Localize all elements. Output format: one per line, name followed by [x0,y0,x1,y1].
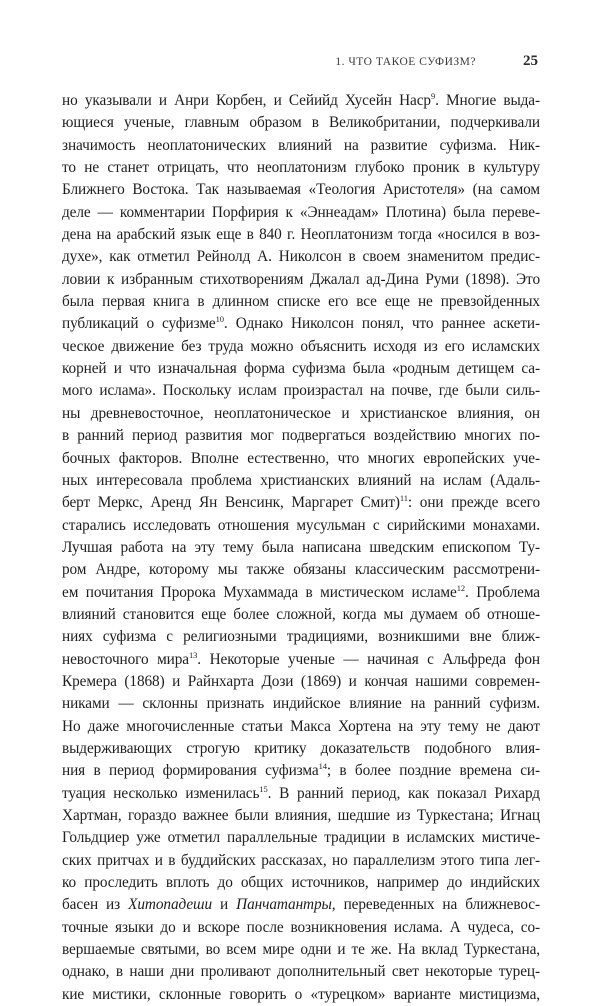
text-line: берт Меркс, Аренд Ян Венсинк, Маргарет Смит)$^{11}$: они прежде всего [62,493,540,512]
text-line: вершаемые святыми, во всем мире одни и те же. На вклад Туркестана, [62,941,540,959]
text-line: ловии к избранным стихотворениям Джалал ад-Дина Руми (1898). Это [62,270,540,288]
text-line: туация несколько изменилась$^{15}$. В ранний период, как показал Рихард [62,783,540,802]
text-line: выдерживающих строгую критику доказательств подобного влия- [62,739,540,757]
text-line: ниях суфизма с религиозными традициями, возникшими вне ближ- [62,628,540,646]
text-line: мого ислама». Поскольку ислам произрастал на почве, где были силь- [62,382,540,400]
text-line: невосточного мира$^{13}$. Некоторые ученые — начиная с Альфреда фон [62,649,540,668]
footnote-ref: 11 [399,493,408,504]
footnote-ref: 9 [430,91,436,101]
text-line: влияний становится еще более сложной, когда мы думаем об отноше- [62,605,540,623]
text-line: кие мистики, склонные говорить о «турецком» варианте мистицизма, [62,985,540,1003]
text-line: однако, в наши дни проливают дополнительный свет некоторые турец- [62,963,540,981]
text-line: духе», как отметил Рейнолд А. Николсон в своем знаменитом предис- [62,248,540,266]
text-line: точные языки до и вскоре после возникновения ислама. А чудеса, со- [62,918,540,936]
text-line: ны древневосточное, неоплатоническое и христианское влияния, он [62,404,540,422]
footnote-ref: 15 [259,783,268,794]
text-line: Лучшая работа на эту тему была написана шведским епископом Ту- [62,538,540,556]
text-line: ских притчах и в буддийских рассказах, но параллелизм этого типа лег- [62,851,540,869]
italic-title: Панчатантры, [236,896,336,914]
text-line: бочных факторов. Вполне естественно, что многих европейских уче- [62,449,540,467]
text-line: ром Андре, которому мы также обязаны классическим рассмотрени- [62,561,540,579]
footnote-ref: 12 [456,582,466,593]
running-head [62,53,538,75]
text-line: ко проследить вплоть до общих источников, например до индийских [62,874,540,892]
footnote-ref: 13 [188,649,198,660]
text-line: деле — комментарии Порфирия к «Эннеадам» Плотина) была переве- [62,203,540,221]
text-line: то не станет отрицать, что неоплатонизм глубоко проник в культуру [62,159,540,177]
chapter-title: 1. ЧТО ТАКОЕ СУФИЗМ? [335,56,476,68]
footnote-ref: 14 [318,761,327,772]
text-line: дена на арабский язык еще в 840 г. Неоплатонизм тогда «носился в воз- [62,226,540,244]
text-line: Кремера (1868) и Райнхарта Дози (1869) и кончая нашими современ- [62,672,540,690]
page-number: 25 [523,53,538,69]
text-line: басен из Хитопадеши и Панчатантры, переведенных на ближневос- [62,896,540,914]
italic-title: Хитопадеши [128,896,213,914]
text-line: ющиеся ученые, главным образом в Великобритании, подчеркивали [62,114,540,132]
text-line: ческое движение без труда можно объяснить исходя из его исламских [62,337,540,355]
footnote-ref: 10 [215,314,224,325]
text-line: публикаций о суфизме$^{10}$. Однако Николсон понял, что раннее аскети- [62,314,540,333]
text-line: старались исследовать отношения мусульман с сирийскими монахами. [62,516,540,534]
text-line: но указывали и Анри Корбен, и Сейийд Хусейн Наср$^9$. Многие выда- [62,91,540,109]
text-line: ем почитания Пророка Мухаммада в мистическом исламе$^{12}$. Проблема [62,582,540,601]
text-line: Ближнего Востока. Так называемая «Теология Аристотеля» (на самом [62,181,540,199]
text-line: Гольдциер уже отметил параллельные традиции в исламских мистиче- [62,829,540,847]
text-line: была первая книга в длинном списке его все еще не превзойденных [62,293,540,311]
text-line: корней и что изначальная форма суфизма была «родным детищем са- [62,360,540,378]
text-line: никами — склонны признать индийское влияние на ранний суфизм. [62,695,540,713]
text-line: ных интересовала проблема христианских влияний на ислам (Адаль- [62,471,540,489]
text-line: значимость неоплатонических влияний на развитие суфизма. Ник- [62,136,540,154]
body-text [62,90,540,1006]
text-line: в ранний период развития мог подвергаться воздействию многих по- [62,427,540,445]
text-line: Хартман, гораздо важнее были влияния, шедшие из Туркестана; Игнац [62,807,540,824]
text-line: ния в период формирования суфизма$^{14}$; в более поздние времена си- [62,761,540,780]
text-line: Но даже многочисленные статьи Макса Хортена на эту тему не дают [62,717,540,735]
